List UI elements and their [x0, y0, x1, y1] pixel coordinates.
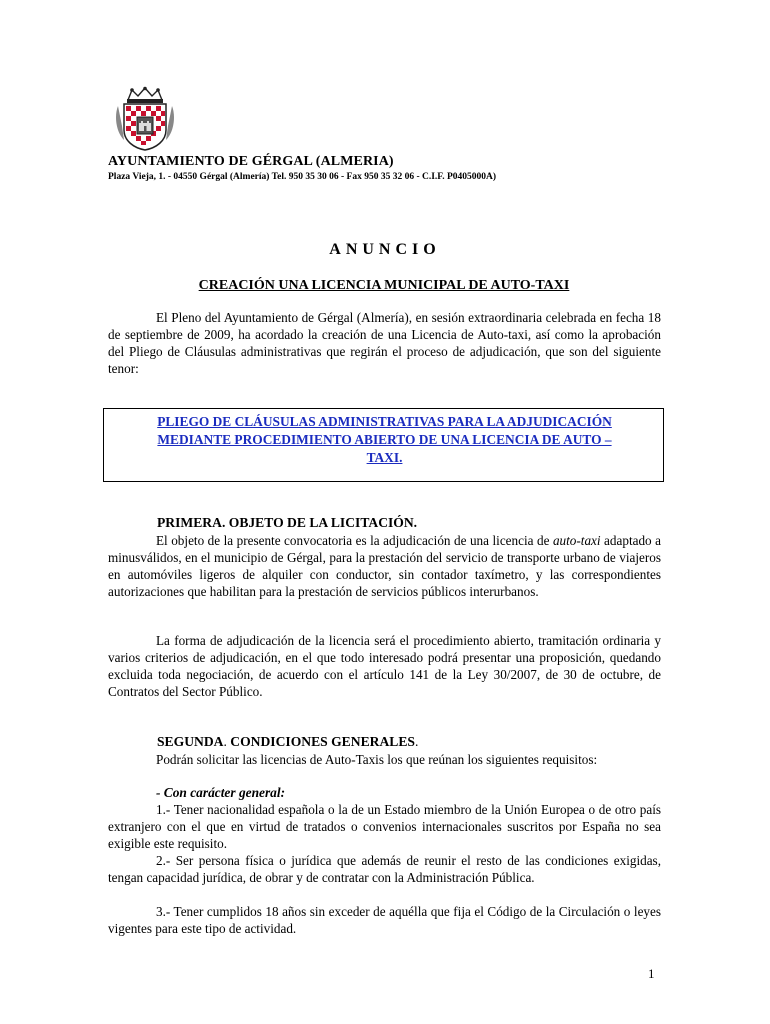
section-heading-segunda	[157, 734, 418, 750]
specification-title	[110, 413, 659, 467]
requirement-item-3: 3.- Tener cumplidos 18 años sin exceder de aquélla que fija el Código de la Circulación o leyes vigentes para este tipo de actividad.	[108, 904, 661, 936]
requirement-item-1: 1.- Tener nacionalidad española o la de un Estado miembro de la Unión Europea o de otro país extranjero con el que en virtud de tratados o convenios internacionales suscritos por España no sea exigible este requisito.	[108, 802, 661, 851]
specification-title-line: MEDIANTE PROCEDIMIENTO ABIERTO DE UNA LICENCIA DE AUTO –	[157, 432, 612, 447]
document-subtitle: CREACIÓN UNA LICENCIA MUNICIPAL DE AUTO-TAXI	[198, 278, 570, 293]
municipality-address: Plaza Vieja, 1. - 04550 Gérgal (Almería) Tel. 950 35 30 06 - Fax 950 35 32 06 - C.I.F. P0405000A)	[108, 172, 497, 182]
section-segunda-intro: Podrán solicitar las licencias de Auto-Taxis los que reúnan los siguientes requisitos:	[156, 752, 598, 767]
heading-dot: .	[223, 734, 227, 749]
text-run-italic: auto-taxi	[552, 533, 601, 548]
specification-title-line: TAXI.	[366, 450, 403, 465]
heading-part: SEGUNDA	[157, 734, 224, 749]
requirement-item-2: 2.- Ser persona física o jurídica que además de reunir el resto de las condiciones exigidas, tengan capacidad jurídica, de obrar y de contratar con la Administración Pública.	[108, 853, 661, 885]
text-run: El objeto de la presente convocatoria es la adjudicación de una licencia de	[156, 533, 553, 548]
page-number: 1	[648, 966, 655, 981]
intro-paragraph: El Pleno del Ayuntamiento de Gérgal (Almería), en sesión extraordinaria celebrada en fecha 18 de septiembre de 2009, ha acordado la creación de una Licencia de Auto-taxi, así como la aprobación del Pliego de Cláusulas administrativas que regirán el proceso de adjudicación, que son del siguiente tenor:	[108, 310, 661, 376]
heading-part: CONDICIONES GENERALES	[226, 734, 415, 749]
document-title: ANUNCIO	[329, 241, 441, 258]
section-primera-paragraph-2: La forma de adjudicación de la licencia será el procedimiento abierto, tramitación ordinaria y varios criterios de adjudicación, en el que todo interesado podrá presentar una proposición, quedando excluida toda negociación, de acuerdo con el artículo 141 de la Ley 30/2007, de 30 de octubre, de Contratos del Sector Público.	[108, 633, 661, 699]
section-primera-paragraph-1	[108, 532, 661, 600]
specification-title-line: PLIEGO DE CLÁUSULAS ADMINISTRATIVAS PARA LA ADJUDICACIÓN	[157, 414, 612, 429]
municipality-name: AYUNTAMIENTO DE GÉRGAL (ALMERIA)	[108, 154, 394, 169]
section-heading-primera: PRIMERA. OBJETO DE LA LICITACIÓN.	[157, 515, 418, 530]
text-run: adaptado a minusválidos, en el municipio de Gérgal, para la prestación del servicio de transporte urbano de viajeros en automóviles ligeros de alquiler con conductor, sin contador taxímetro, y las correspondientes autorizaciones que habilitan para la prestación de servicios públicos interurbanos.	[108, 533, 662, 599]
general-conditions-subheading: - Con carácter general:	[156, 785, 286, 800]
coat-of-arms-seal	[112, 86, 178, 152]
heading-dot: .	[414, 734, 419, 749]
